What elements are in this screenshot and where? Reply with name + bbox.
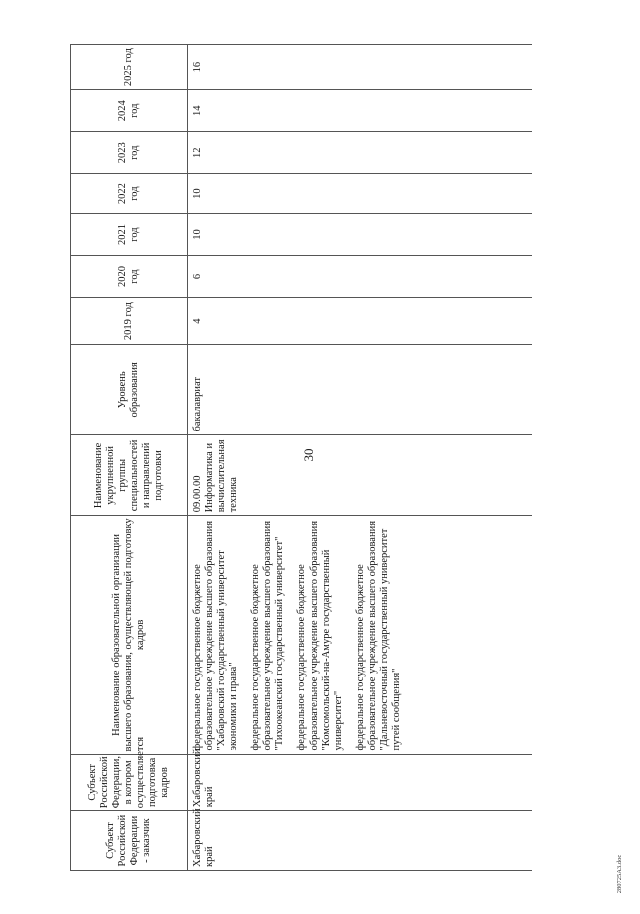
cell-value-2022: 10 xyxy=(188,174,533,214)
cell-value-2025: 16 xyxy=(188,45,533,90)
organization-entry: федеральное государственное бюджетное образовательное учреждение высшего образования "Комсомольский-на-Амуре государственный университет" xyxy=(296,520,344,751)
header-year-2023: 2023 год xyxy=(71,132,188,174)
cell-specialty-group xyxy=(188,435,533,516)
specialty-name: Информатика и вычислительная техника xyxy=(204,439,240,513)
cell-organizations xyxy=(188,516,533,754)
document-code: 280725A3.doc xyxy=(616,854,623,894)
page-number: 30 xyxy=(301,448,316,462)
header-education-level: Уровень образования xyxy=(71,345,188,435)
header-subject-customer: Субъект Российской Федерации - заказчик xyxy=(71,811,188,871)
organization-entry: федеральное государственное бюджетное образовательное учреждение высшего образования "Дальневосточный государственный университет путей сообщения" xyxy=(354,520,402,751)
header-specialty-group: Наименование укрупненной группы специальностей и направлений подготовки xyxy=(71,435,188,516)
cell-subject-training: Хабаровский край xyxy=(188,754,533,811)
header-year-2022: 2022 год xyxy=(71,174,188,214)
header-subject-training: Субъект Российской Федерации, в котором осуществляется подготовка кадров xyxy=(71,754,188,811)
header-year-2020: 2020 год xyxy=(71,256,188,298)
cell-value-2020: 6 xyxy=(188,256,533,298)
cell-value-2021: 10 xyxy=(188,214,533,256)
allocation-table xyxy=(70,44,532,871)
rotated-table-container xyxy=(70,44,535,871)
organization-entry: федеральное государственное бюджетное образовательное учреждение высшего образования "Тихоокеанский государственный университет" xyxy=(250,520,286,751)
cell-value-2024: 14 xyxy=(188,90,533,132)
table-row xyxy=(188,45,533,871)
cell-value-2023: 12 xyxy=(188,132,533,174)
header-organization: Наименование образовательной организации высшего образования, осуществляющей подготовку кадров xyxy=(71,516,188,754)
header-row xyxy=(71,45,188,871)
cell-subject-customer: Хабаровский край xyxy=(188,811,533,871)
cell-education-level: бакалавриат xyxy=(188,345,533,435)
organization-entry: федеральное государственное бюджетное образовательное учреждение высшего образования "Хабаровский государственный университет экономики и права" xyxy=(192,520,240,751)
specialty-code: 09.00.00 xyxy=(192,475,203,513)
header-year-2025: 2025 год xyxy=(71,45,188,90)
header-year-2021: 2021 год xyxy=(71,214,188,256)
header-year-2024: 2024 год xyxy=(71,90,188,132)
cell-value-2019: 4 xyxy=(188,298,533,345)
header-year-2019: 2019 год xyxy=(71,298,188,345)
